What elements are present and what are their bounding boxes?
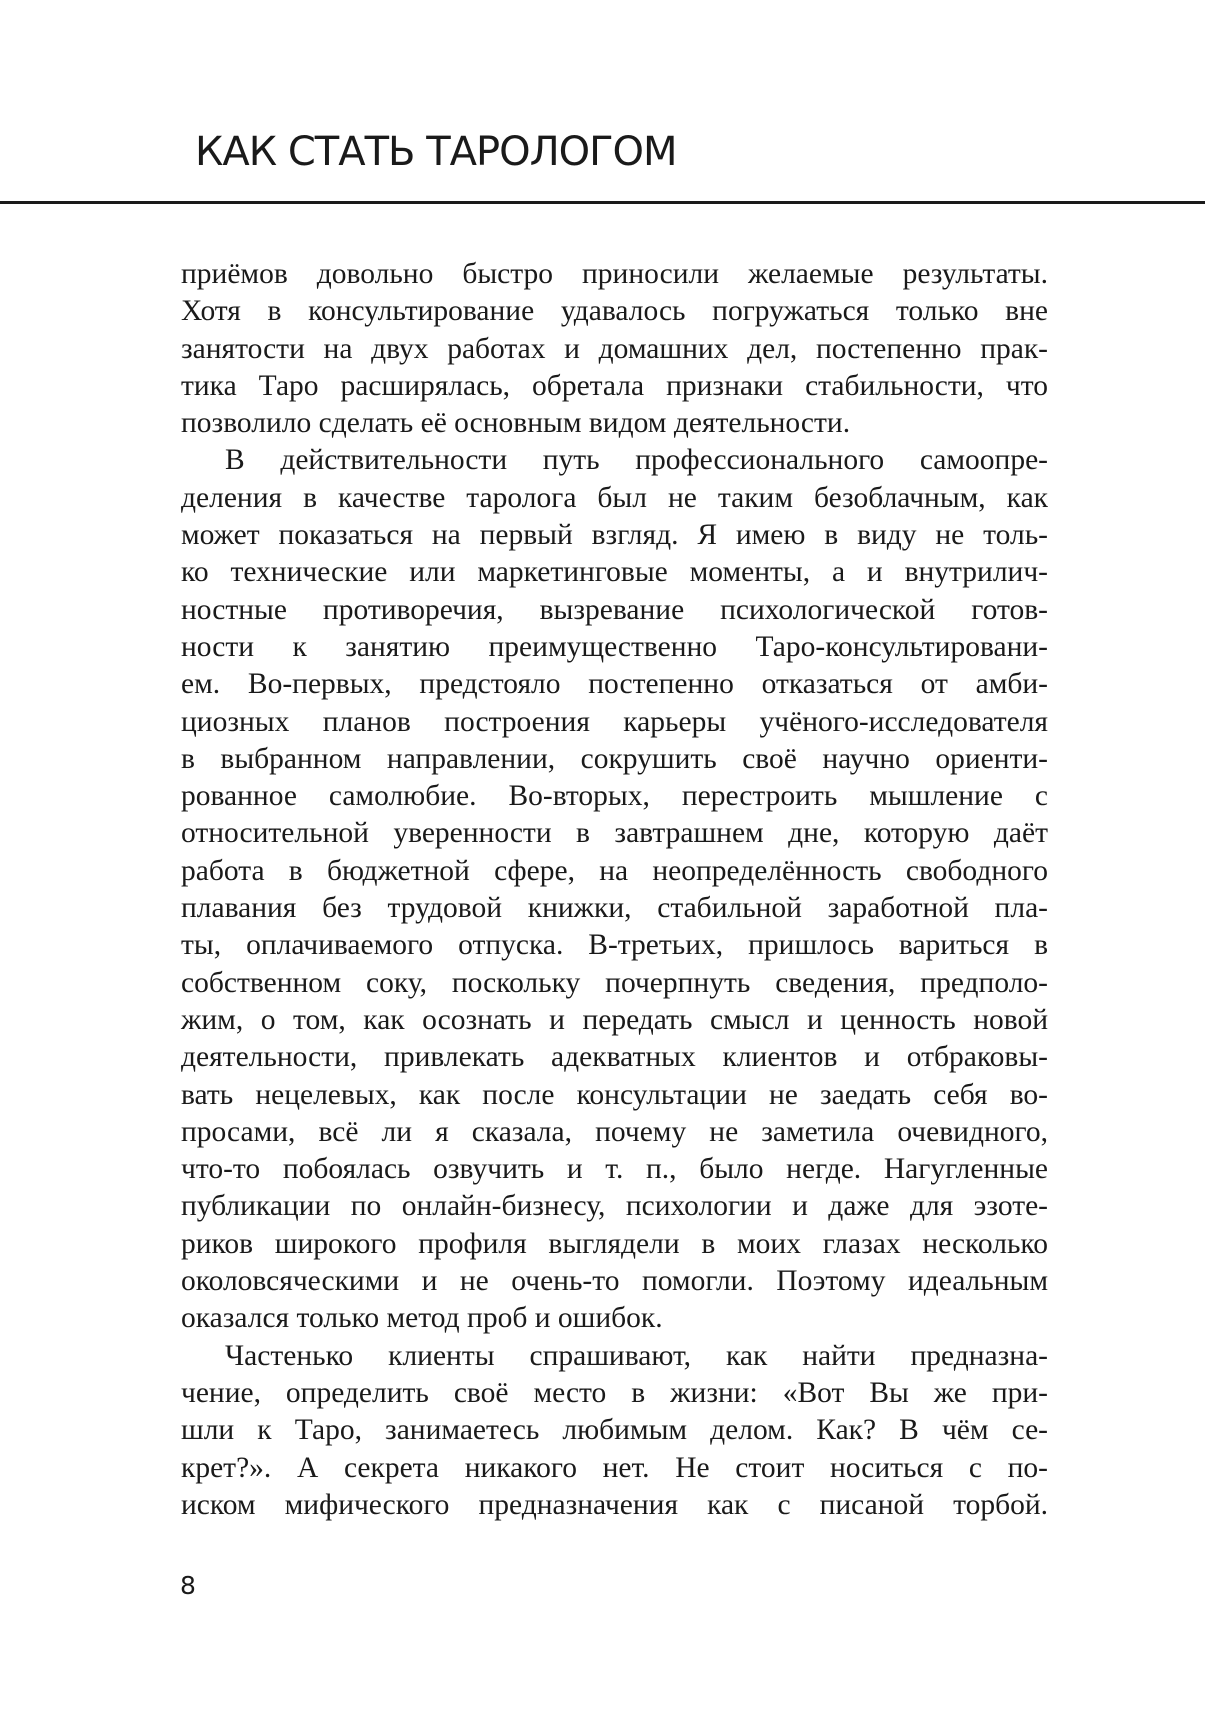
running-head-title: КАК СТАТЬ ТАРОЛОГОМ <box>195 129 677 175</box>
text-line: просами, всё ли я сказала, почему не заметила очевидного, <box>181 1115 1048 1148</box>
header-rule <box>0 201 1205 204</box>
text-line: деления в качестве таролога был не таким безоблачным, как <box>181 481 1048 514</box>
text-line: чение, определить своё место в жизни: «Вот Вы же при- <box>181 1376 1048 1409</box>
text-line: ты, оплачиваемого отпуска. В-третьих, пришлось вариться в <box>181 929 1048 962</box>
text-line: ности к занятию преимущественно Таро-консультировани- <box>181 630 1048 663</box>
text-line: тика Таро расширялась, обретала признаки стабильности, что <box>181 369 1048 402</box>
text-line: Хотя в консультирование удавалось погружаться только вне <box>181 295 1048 328</box>
text-line: приёмов довольно быстро приносили желаемые результаты. <box>181 258 1048 290</box>
text-line: рованное самолюбие. Во-вторых, перестроить мышление с <box>181 780 1048 813</box>
text-line: что-то побоялась озвучить и т. п., было негде. Нагугленные <box>181 1153 1048 1186</box>
text-line: относительной уверенности в завтрашнем дне, которую даёт <box>181 817 1048 850</box>
text-line: публикации по онлайн-бизнесу, психологии и даже для эзоте- <box>181 1190 1048 1223</box>
text-line: ем. Во-первых, предстояло постепенно отказаться от амби- <box>181 668 1048 701</box>
body-text <box>181 256 1048 1524</box>
text-line: оказался только метод проб и ошибок. <box>181 1302 663 1335</box>
text-line: циозных планов построения карьеры учёного-исследователя <box>181 705 1048 738</box>
text-line: плавания без трудовой книжки, стабильной заработной пла- <box>181 892 1048 925</box>
text-line: риков широкого профиля выглядели в моих глазах несколько <box>181 1227 1048 1260</box>
text-line: шли к Таро, занимаетесь любимым делом. Как? В чём се- <box>181 1414 1048 1447</box>
text-line: ко технические или маркетинговые моменты, а и внутрилич- <box>181 556 1048 589</box>
text-line: деятельности, привлекать адекватных клиентов и отбраковы- <box>181 1041 1048 1074</box>
text-line: иском мифического предназначения как с писаной торбой. <box>181 1488 1048 1521</box>
text-line: может показаться на первый взгляд. Я имею в виду не толь- <box>181 519 1048 552</box>
text-line: Частенько клиенты спрашивают, как найти предназна- <box>225 1339 1048 1372</box>
text-line: жим, о том, как осознать и передать смысл и ценность новой <box>181 1003 1048 1036</box>
text-line: в выбранном направлении, сокрушить своё научно ориенти- <box>181 742 1048 775</box>
text-line: В действительности путь профессионального самоопре- <box>225 444 1048 477</box>
text-line: крет?». А секрета никакого нет. Не стоит носиться с по- <box>181 1451 1048 1484</box>
text-line: собственном соку, поскольку почерпнуть сведения, предполо- <box>181 966 1048 999</box>
page-number: 8 <box>180 1571 196 1600</box>
text-line: позволило сделать её основным видом деятельности. <box>181 407 851 440</box>
text-line: вать нецелевых, как после консультации не заедать себя во- <box>181 1078 1048 1111</box>
text-line: ностные противоречия, вызревание психологической готов- <box>181 593 1048 626</box>
text-line: околовсяческими и не очень-то помогли. Поэтому идеальным <box>181 1265 1048 1298</box>
text-line: работа в бюджетной сфере, на неопределённость свободного <box>181 854 1048 887</box>
text-line: занятости на двух работах и домашних дел, постепенно прак- <box>181 332 1048 365</box>
